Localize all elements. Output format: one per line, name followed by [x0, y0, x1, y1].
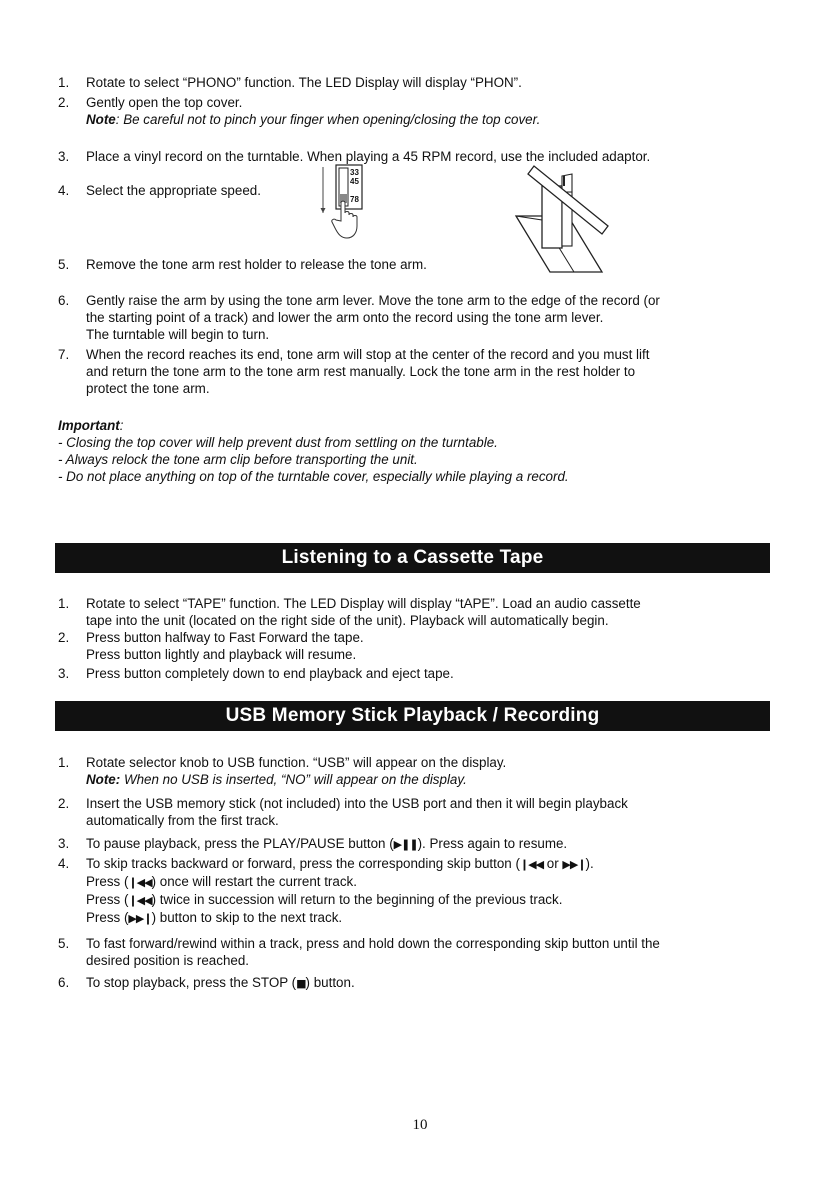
- usb-section-title: USB Memory Stick Playback / Recording: [55, 701, 770, 731]
- step-text: [86, 835, 778, 853]
- skip-forward-icon: ▶▶❙: [562, 858, 586, 871]
- note-label: Note:: [86, 772, 121, 787]
- skip-forward-icon: ▶▶❙: [128, 912, 152, 925]
- step-number: 2.: [58, 95, 70, 110]
- step-text: Rotate to select “PHONO” function. The LED Display will display “PHON”.: [86, 75, 522, 90]
- step-text: tape into the unit (located on the right side of the unit). Playback will automatically begin.: [86, 613, 609, 628]
- text-part: or: [543, 856, 563, 871]
- step-text: and return the tone arm to the tone arm rest manually. Lock the tone arm in the rest holder to: [86, 364, 636, 379]
- skip-back-icon: ❙◀◀: [128, 894, 152, 907]
- step-number: 2.: [58, 630, 70, 645]
- important-line: - Closing the top cover will help prevent dust from settling on the turntable.: [58, 435, 498, 450]
- speed-33-label: 33: [350, 168, 359, 177]
- text-part: To pause playback, press the PLAY/PAUSE button (: [86, 836, 394, 851]
- note-text: : Be careful not to pinch your finger when opening/closing the top cover.: [115, 112, 541, 127]
- skip-back-icon: ❙◀◀: [519, 858, 544, 871]
- step-text: [86, 909, 778, 927]
- step-note: [86, 771, 778, 788]
- important-label: Important: [58, 418, 120, 433]
- step-number: 3.: [58, 149, 70, 164]
- step-text: Press button lightly and playback will resume.: [86, 647, 357, 662]
- step-text: the starting point of a track) and lower the arm onto the record using the tone arm lever.: [86, 310, 604, 325]
- step-number: 4.: [58, 856, 70, 871]
- step-text: Press button completely down to end playback and eject tape.: [86, 666, 454, 681]
- speed-switch-illustration: [316, 163, 378, 239]
- step-text: [86, 855, 778, 873]
- text-part: ).: [585, 856, 594, 871]
- text-part: Press (: [86, 892, 129, 907]
- note-label: Note: [86, 112, 116, 127]
- step-text: Remove the tone arm rest holder to release the tone arm.: [86, 257, 427, 272]
- stop-icon: ■: [296, 977, 306, 990]
- important-colon: :: [119, 418, 124, 433]
- note-text: When no USB is inserted, “NO” will appear on the display.: [120, 772, 467, 787]
- skip-back-icon: ❙◀◀: [128, 876, 152, 889]
- important-notes: [58, 417, 569, 485]
- step-number: 4.: [58, 183, 70, 198]
- step-text: Rotate to select “TAPE” function. The LED Display will display “tAPE”. Load an audio cassette: [86, 596, 641, 611]
- step-number: 5.: [58, 257, 70, 272]
- speed-45-label: 45: [350, 177, 359, 186]
- text-part: Press (: [86, 874, 129, 889]
- step-text: To fast forward/rewind within a track, press and hold down the corresponding skip button until the: [86, 936, 660, 951]
- step-number: 1.: [58, 75, 70, 90]
- step-text: [86, 891, 778, 909]
- step-text: Rotate selector knob to USB function. “USB” will appear on the display.: [86, 755, 507, 770]
- step-text: protect the tone arm.: [86, 381, 210, 396]
- step-number: 1.: [58, 596, 70, 611]
- text-part: ) button.: [305, 975, 355, 990]
- step-number: 5.: [58, 936, 70, 951]
- speed-switch-icon: [316, 163, 378, 239]
- text-part: Press (: [86, 910, 129, 925]
- important-line: - Always relock the tone arm clip before transporting the unit.: [58, 452, 418, 467]
- important-heading: [58, 417, 569, 434]
- step-number: 2.: [58, 796, 70, 811]
- text-part: ) button to skip to the next track.: [151, 910, 343, 925]
- page-number: 10: [412, 1117, 428, 1133]
- step-number: 7.: [58, 347, 70, 362]
- step-text: [86, 974, 778, 992]
- text-part: To stop playback, press the STOP (: [86, 975, 297, 990]
- text-part: ) twice in succession will return to the beginning of the previous track.: [151, 892, 563, 907]
- step-text: When the record reaches its end, tone arm will stop at the center of the record and you must lift: [86, 347, 650, 362]
- step-number: 6.: [58, 975, 70, 990]
- step-text: Gently open the top cover.: [86, 95, 243, 110]
- step-text: Insert the USB memory stick (not included) into the USB port and then it will begin playback: [86, 796, 628, 811]
- step-text: Select the appropriate speed.: [86, 183, 261, 198]
- step-text: desired position is reached.: [86, 953, 250, 968]
- step-text: The turntable will begin to turn.: [86, 327, 270, 342]
- important-line: - Do not place anything on top of the turntable cover, especially while playing a record.: [58, 469, 569, 484]
- step-number: 6.: [58, 293, 70, 308]
- text-part: ). Press again to resume.: [417, 836, 568, 851]
- text-part: ) once will restart the current track.: [151, 874, 357, 889]
- step-number: 3.: [58, 666, 70, 681]
- step-text: Gently raise the arm by using the tone arm lever. Move the tone arm to the edge of the record (or: [86, 293, 660, 308]
- step-note: [86, 111, 778, 128]
- step-number: 1.: [58, 755, 70, 770]
- step-text: Press button halfway to Fast Forward the tape.: [86, 630, 364, 645]
- text-part: To skip tracks backward or forward, press the corresponding skip button (: [86, 856, 520, 871]
- speed-78-label: 78: [350, 195, 359, 204]
- step-number: 3.: [58, 836, 70, 851]
- step-text: automatically from the first track.: [86, 813, 279, 828]
- step-text: [86, 873, 778, 891]
- cassette-section-title: Listening to a Cassette Tape: [55, 543, 770, 573]
- play-pause-icon: ▶❚❚: [393, 838, 418, 851]
- step-text: Place a vinyl record on the turntable. When playing a 45 RPM record, use the included adaptor.: [86, 149, 651, 164]
